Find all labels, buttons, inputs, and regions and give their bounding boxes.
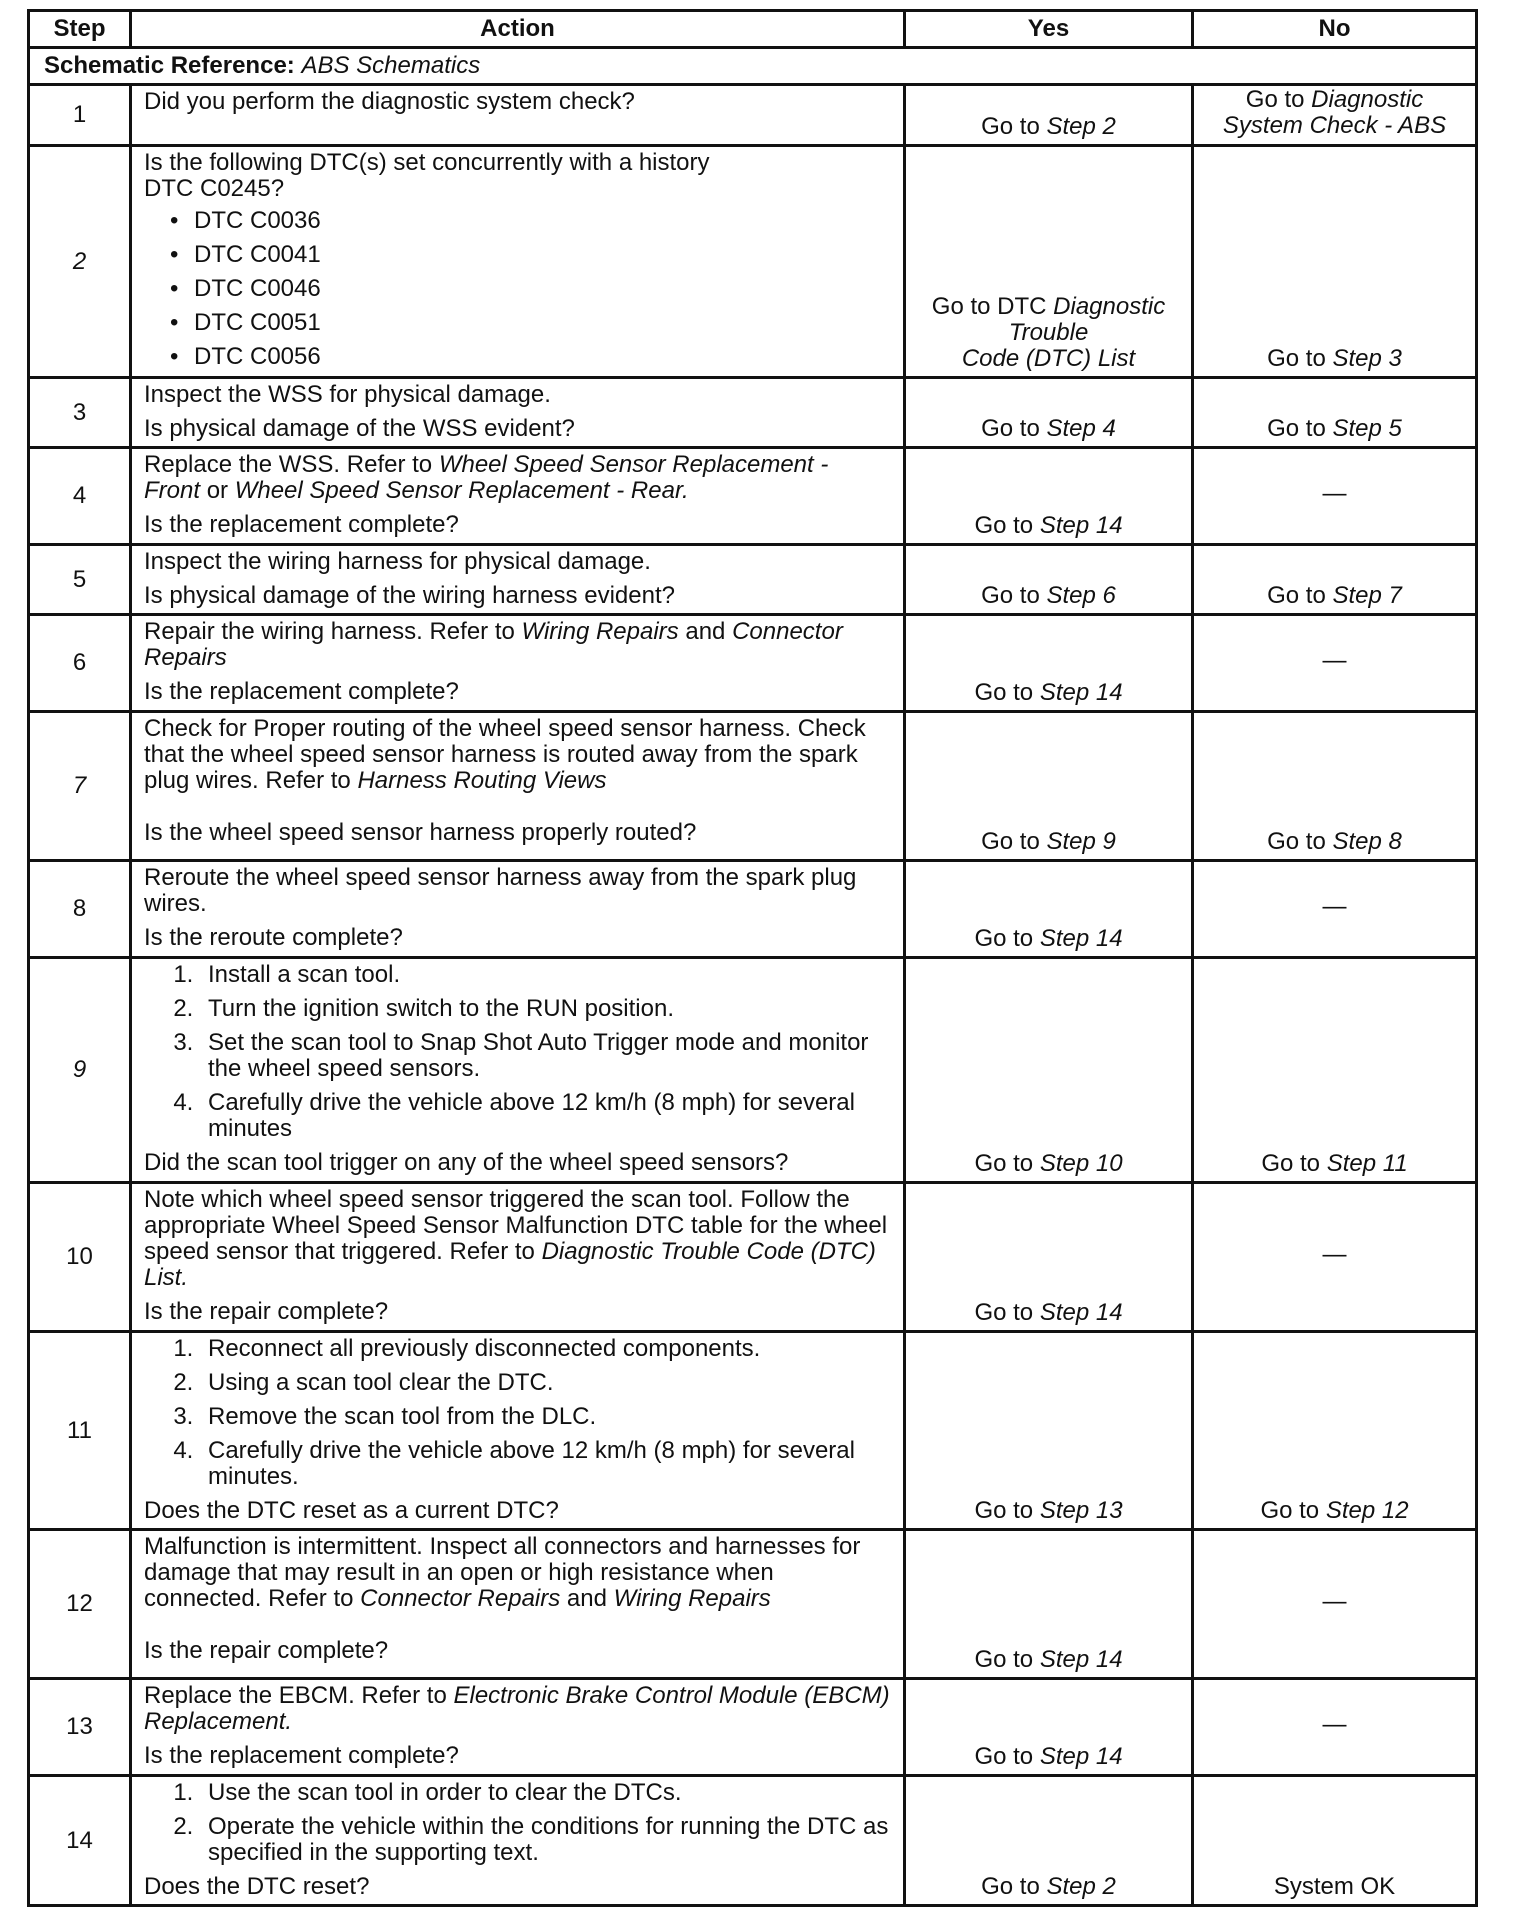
yes-cell[interactable]: Go to Step 14 bbox=[905, 1183, 1193, 1332]
step-link[interactable]: Step 8 bbox=[1332, 828, 1402, 855]
dash: — bbox=[1322, 1588, 1347, 1615]
wss-front-link[interactable]: Wheel Speed Sensor Replacement - Front bbox=[144, 451, 829, 504]
dtc-list-link[interactable]: Diagnostic Trouble Code (DTC) List. bbox=[144, 1238, 876, 1291]
yes-cell[interactable]: Go to Step 4 bbox=[905, 378, 1193, 448]
step-row-13 bbox=[29, 1679, 1477, 1776]
step-row-10 bbox=[29, 1183, 1477, 1332]
diagnostic-table bbox=[27, 9, 1478, 1907]
question: Did the scan tool trigger on any of the wheel speed sensors? bbox=[144, 1149, 789, 1176]
procedure-item: 1. Use the scan tool in order to clear the DTCs. bbox=[200, 1780, 891, 1806]
question: Is the wheel speed sensor harness properly routed? bbox=[144, 819, 697, 846]
instruction: Inspect the wiring harness for physical damage. bbox=[144, 548, 651, 575]
yes-cell[interactable]: Go to Step 14 bbox=[905, 1679, 1193, 1776]
instruction: Replace the EBCM. Refer to Electronic Brake Control Module (EBCM) Replacement. bbox=[144, 1682, 890, 1735]
wss-rear-link[interactable]: Wheel Speed Sensor Replacement - Rear. bbox=[234, 477, 689, 504]
action-cell bbox=[131, 1530, 905, 1679]
procedure-item: 1. Reconnect all previously disconnected components. bbox=[200, 1336, 891, 1362]
step-row-5 bbox=[29, 545, 1477, 615]
action-cell bbox=[131, 448, 905, 545]
step-row-9 bbox=[29, 958, 1477, 1183]
dash: — bbox=[1322, 647, 1347, 674]
step-number: 9 bbox=[29, 958, 131, 1183]
no-cell[interactable]: Go to Step 11 bbox=[1193, 958, 1477, 1183]
schematic-reference bbox=[29, 48, 1477, 85]
dtc-item: • DTC C0041 bbox=[194, 242, 891, 268]
step-row-2 bbox=[29, 146, 1477, 378]
header-action: Action bbox=[131, 11, 905, 48]
no-cell bbox=[1193, 615, 1477, 712]
procedure-item: 2. Using a scan tool clear the DTC. bbox=[200, 1370, 891, 1396]
step-link[interactable]: Step 3 bbox=[1332, 345, 1402, 372]
system-ok: System OK bbox=[1273, 1873, 1396, 1900]
step-link[interactable]: Step 14 bbox=[1039, 1646, 1123, 1673]
step-number: 3 bbox=[29, 378, 131, 448]
no-cell bbox=[1193, 1530, 1477, 1679]
step-link[interactable]: Step 2 bbox=[1046, 113, 1116, 140]
step-row-14 bbox=[29, 1776, 1477, 1906]
procedure-item: 4. Carefully drive the vehicle above 12 km/h (8 mph) for several minutes bbox=[200, 1090, 891, 1142]
step-row-3 bbox=[29, 378, 1477, 448]
step-link[interactable]: Step 4 bbox=[1046, 415, 1116, 442]
dash: — bbox=[1322, 1241, 1347, 1268]
question: Is the replacement complete? bbox=[144, 1742, 459, 1769]
step-number: 1 bbox=[29, 85, 131, 146]
no-cell bbox=[1193, 861, 1477, 958]
action-cell bbox=[131, 861, 905, 958]
instruction: Replace the WSS. Refer to Wheel Speed Sensor Replacement - Front or Wheel Speed Sensor Replacement - Rear. bbox=[144, 451, 829, 504]
step-link[interactable]: Step 14 bbox=[1039, 679, 1123, 706]
action-cell bbox=[131, 1183, 905, 1332]
connector-repairs-link[interactable]: Connector Repairs bbox=[144, 618, 843, 671]
step-row-12 bbox=[29, 1530, 1477, 1679]
step-link[interactable]: Step 14 bbox=[1039, 1743, 1123, 1770]
ebcm-replacement-link[interactable]: Electronic Brake Control Module (EBCM) Replacement. bbox=[144, 1682, 890, 1735]
dash: — bbox=[1322, 480, 1347, 507]
diagnostic-system-check-link[interactable]: Diagnostic System Check - ABS bbox=[1222, 86, 1447, 139]
instruction: Repair the wiring harness. Refer to Wiring Repairs and Connector Repairs bbox=[144, 618, 843, 671]
procedure-item: 3. Remove the scan tool from the DLC. bbox=[200, 1404, 891, 1430]
wiring-repairs-link[interactable]: Wiring Repairs bbox=[613, 1585, 771, 1612]
procedure-item: 1. Install a scan tool. bbox=[200, 962, 891, 988]
step-row-6 bbox=[29, 615, 1477, 712]
action-cell bbox=[131, 615, 905, 712]
step-link[interactable]: Step 13 bbox=[1039, 1497, 1123, 1524]
step-number: 6 bbox=[29, 615, 131, 712]
action-cell bbox=[131, 85, 905, 146]
action-cell bbox=[131, 1776, 905, 1906]
header-step: Step bbox=[29, 11, 131, 48]
step-number: 5 bbox=[29, 545, 131, 615]
step-row-7 bbox=[29, 712, 1477, 861]
step-link[interactable]: Step 7 bbox=[1332, 582, 1402, 609]
step-link[interactable]: Step 11 bbox=[1326, 1150, 1408, 1177]
dtc-list-link[interactable]: Diagnostic Trouble Code (DTC) List bbox=[961, 293, 1166, 372]
no-cell bbox=[1193, 1776, 1477, 1906]
yes-cell[interactable]: Go to Step 14 bbox=[905, 861, 1193, 958]
yes-cell[interactable]: Go to Step 6 bbox=[905, 545, 1193, 615]
dash: — bbox=[1322, 1711, 1347, 1738]
instruction: Malfunction is intermittent. Inspect all connectors and harnesses for damage that may result in an open or high resistance when connected. Refer to Connector Repairs and Wiring Repairs bbox=[144, 1533, 861, 1612]
step-row-8 bbox=[29, 861, 1477, 958]
yes-cell[interactable]: Go to Step 14 bbox=[905, 615, 1193, 712]
question-line-2: DTC C0245? bbox=[144, 175, 285, 202]
step-row-1 bbox=[29, 85, 1477, 146]
procedure-list bbox=[144, 1336, 891, 1490]
dash: — bbox=[1322, 893, 1347, 920]
dtc-list bbox=[144, 208, 891, 370]
header-no: No bbox=[1193, 11, 1477, 48]
action-cell bbox=[131, 712, 905, 861]
procedure-list bbox=[144, 962, 891, 1142]
no-cell bbox=[1193, 1183, 1477, 1332]
step-link[interactable]: Step 14 bbox=[1039, 512, 1123, 539]
procedure-item: 2. Operate the vehicle within the conditions for running the DTC as specified in the supporting text. bbox=[200, 1814, 891, 1866]
dtc-item: • DTC C0056 bbox=[194, 344, 891, 370]
question: Is the replacement complete? bbox=[144, 511, 459, 538]
no-cell[interactable]: Go to Step 5 bbox=[1193, 378, 1477, 448]
action-cell bbox=[131, 146, 905, 378]
question: Does the DTC reset as a current DTC? bbox=[144, 1497, 559, 1524]
yes-cell[interactable]: Go to Step 14 bbox=[905, 448, 1193, 545]
yes-cell[interactable]: Go to Step 2 bbox=[905, 85, 1193, 146]
no-cell[interactable]: Go to Step 8 bbox=[1193, 712, 1477, 861]
step-number: 10 bbox=[29, 1183, 131, 1332]
yes-cell[interactable]: Go to Step 14 bbox=[905, 1530, 1193, 1679]
schematic-reference-row bbox=[29, 48, 1477, 85]
step-number: 11 bbox=[29, 1332, 131, 1530]
step-row-4 bbox=[29, 448, 1477, 545]
question: Does the DTC reset? bbox=[144, 1873, 370, 1900]
schematic-reference-label: Schematic Reference: bbox=[44, 52, 295, 79]
question: Is physical damage of the wiring harness evident? bbox=[144, 582, 675, 609]
instruction: Check for Proper routing of the wheel speed sensor harness. Check that the wheel speed sensor harness is routed away from the spark plug wires. Refer to Harness Routing Views bbox=[144, 715, 866, 794]
procedure-item: 3. Set the scan tool to Snap Shot Auto Trigger mode and monitor the wheel speed sensors. bbox=[200, 1030, 891, 1082]
action-cell bbox=[131, 378, 905, 448]
step-link[interactable]: Step 10 bbox=[1039, 1150, 1123, 1177]
step-link[interactable]: Step 2 bbox=[1046, 1873, 1116, 1900]
question: Did you perform the diagnostic system check? bbox=[144, 88, 635, 115]
dtc-item: • DTC C0036 bbox=[194, 208, 891, 234]
header-yes: Yes bbox=[905, 11, 1193, 48]
no-cell[interactable]: Go to Step 3 bbox=[1193, 146, 1477, 378]
procedure-list bbox=[144, 1780, 891, 1866]
action-cell bbox=[131, 1332, 905, 1530]
step-number: 2 bbox=[29, 146, 131, 378]
step-link[interactable]: Step 12 bbox=[1325, 1497, 1409, 1524]
step-number: 12 bbox=[29, 1530, 131, 1679]
instruction: Reroute the wheel speed sensor harness away from the spark plug wires. bbox=[144, 864, 857, 917]
no-cell[interactable]: Go to Step 12 bbox=[1193, 1332, 1477, 1530]
dtc-item: • DTC C0046 bbox=[194, 276, 891, 302]
yes-cell[interactable]: Go to Step 10 bbox=[905, 958, 1193, 1183]
question: Is the reroute complete? bbox=[144, 924, 403, 951]
action-cell bbox=[131, 1679, 905, 1776]
no-cell[interactable]: Go to Step 7 bbox=[1193, 545, 1477, 615]
dtc-item: • DTC C0051 bbox=[194, 310, 891, 336]
yes-cell[interactable]: Go to Step 13 bbox=[905, 1332, 1193, 1530]
step-link[interactable]: Step 6 bbox=[1046, 582, 1116, 609]
step-link[interactable]: Step 9 bbox=[1046, 828, 1116, 855]
schematic-reference-link[interactable]: ABS Schematics bbox=[301, 52, 481, 79]
no-cell bbox=[1193, 448, 1477, 545]
action-cell bbox=[131, 545, 905, 615]
step-row-11 bbox=[29, 1332, 1477, 1530]
step-number: 8 bbox=[29, 861, 131, 958]
step-link[interactable]: Step 14 bbox=[1039, 925, 1123, 952]
no-cell[interactable]: Go to Diagnostic System Check - ABS bbox=[1193, 85, 1477, 146]
yes-cell[interactable]: Go to DTC Diagnostic Trouble Code (DTC) List bbox=[905, 146, 1193, 378]
question: Is the repair complete? bbox=[144, 1637, 389, 1664]
procedure-item: 2. Turn the ignition switch to the RUN position. bbox=[200, 996, 891, 1022]
wiring-repairs-link[interactable]: Wiring Repairs bbox=[521, 618, 679, 645]
connector-repairs-link[interactable]: Connector Repairs bbox=[360, 1585, 561, 1612]
step-link[interactable]: Step 14 bbox=[1039, 1299, 1123, 1326]
instruction: Note which wheel speed sensor triggered the scan tool. Follow the appropriate Wheel Speed Sensor Malfunction DTC table for the wheel speed sensor that triggered. Refer to Diagnostic Trouble Code (DTC) List. bbox=[144, 1186, 888, 1291]
step-number: 13 bbox=[29, 1679, 131, 1776]
yes-cell[interactable]: Go to Step 2 bbox=[905, 1776, 1193, 1906]
action-cell bbox=[131, 958, 905, 1183]
yes-cell[interactable]: Go to Step 9 bbox=[905, 712, 1193, 861]
procedure-item: 4. Carefully drive the vehicle above 12 km/h (8 mph) for several minutes. bbox=[200, 1438, 891, 1490]
step-link[interactable]: Step 5 bbox=[1332, 415, 1402, 442]
step-number: 7 bbox=[29, 712, 131, 861]
harness-routing-views-link[interactable]: Harness Routing Views bbox=[357, 767, 607, 794]
no-cell bbox=[1193, 1679, 1477, 1776]
question: Is the repair complete? bbox=[144, 1298, 389, 1325]
step-number: 4 bbox=[29, 448, 131, 545]
step-number: 14 bbox=[29, 1776, 131, 1906]
question-line-1: Is the following DTC(s) set concurrently with a history bbox=[144, 149, 710, 176]
question: Is the replacement complete? bbox=[144, 678, 459, 705]
question: Is physical damage of the WSS evident? bbox=[144, 415, 575, 442]
instruction: Inspect the WSS for physical damage. bbox=[144, 381, 551, 408]
header-row bbox=[29, 11, 1477, 48]
